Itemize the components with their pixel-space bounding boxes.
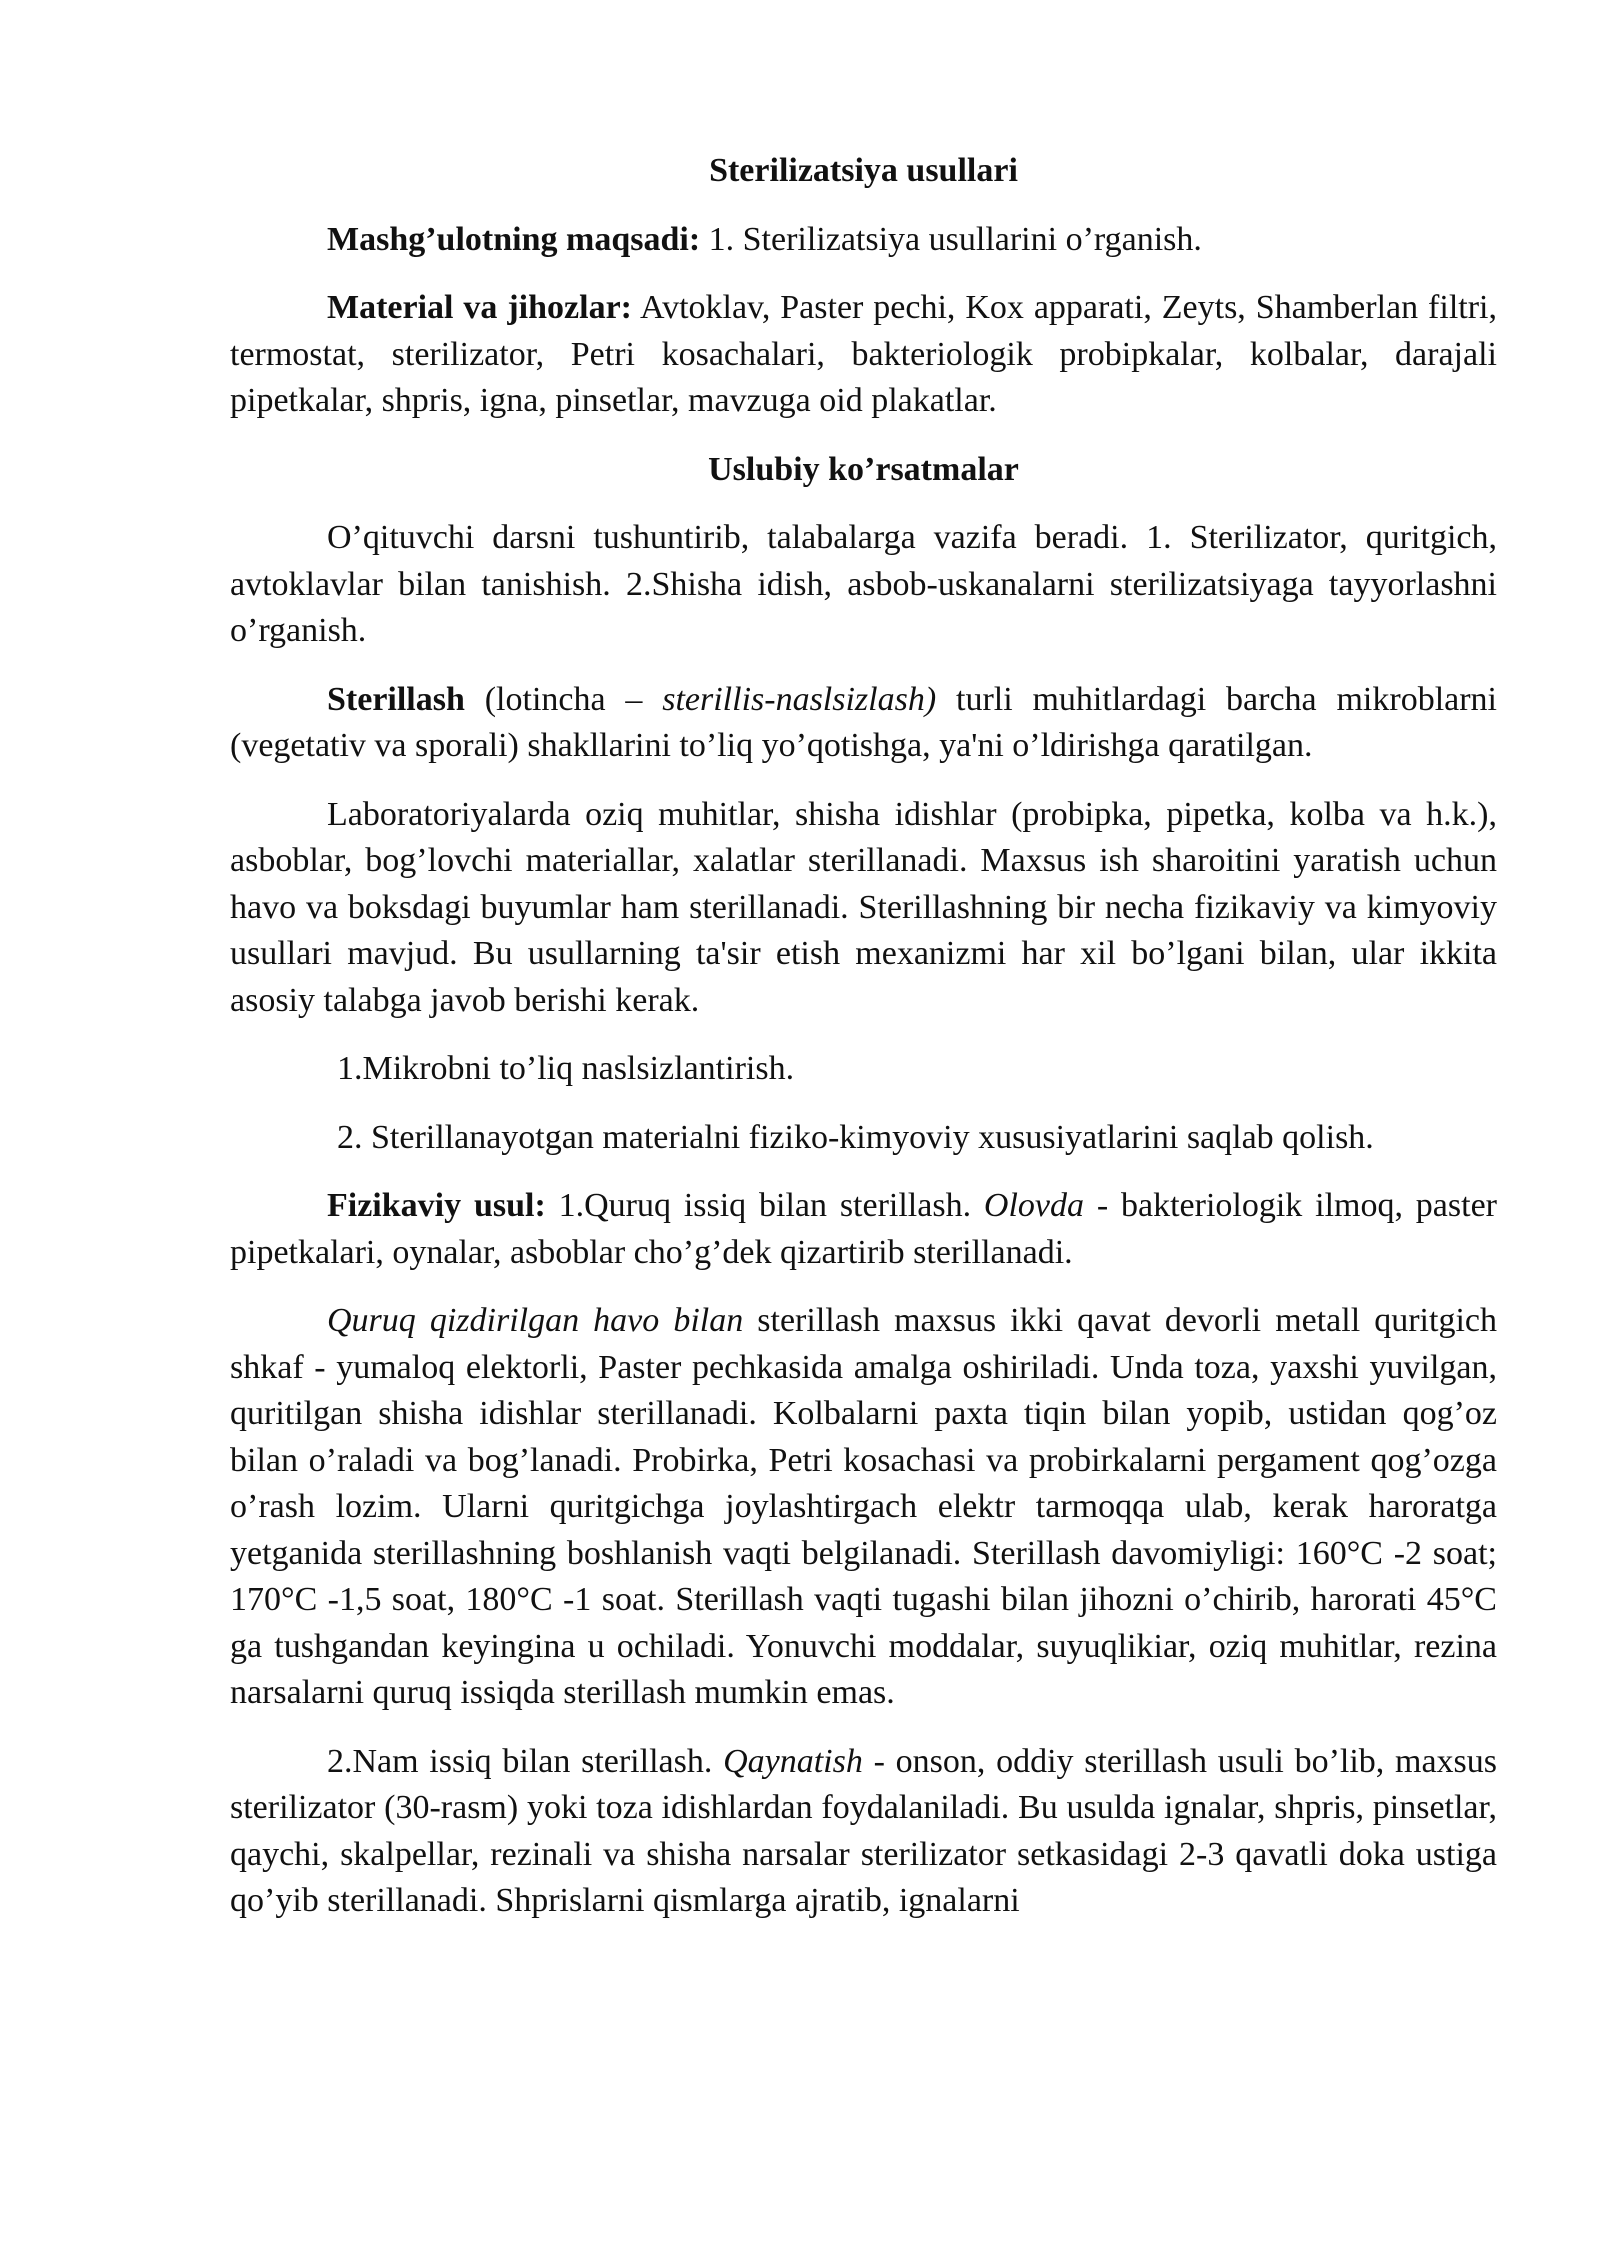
sterillash-paren: (lotincha – [464, 680, 663, 718]
materials-label: Material va jihozlar: [327, 289, 632, 326]
sterillash-latin: sterillis-naslsizlash) [662, 680, 937, 718]
requirement-2: 2. Sterillanayotgan materialni fiziko-kimyoviy xususiyatlarini saqlab qolish. [337, 1118, 1374, 1156]
wet-heat-text-2: - onson, oddiy sterillash usuli bo’lib, maxsus sterilizator (30-rasm) yoki toza idishlardan foydalaniladi. Bu usulda ignalar, shpris, pinsetlar, qaychi, skalpellar, rezinali va shisha narsalar sterilizator setkasidagi 2-3 qavatli doka ustiga qo’yib sterillanadi. Shprislarni qismlarga ajratib, ignalarni [230, 1742, 1498, 1919]
dry-air-text: sterillash maxsus ikki qavat devorli metall quritgich shkaf - yumaloq elektorli, Paster pechkasida amalga oshiriladi. Unda toza, yaxshi yuvilgan, quritilgan shisha idishlar sterillanadi. Kolbalarni paxta tiqin bilan yopib, ustidan qog’oz bilan o’raladi va bog’lanadi. Probirka, Petri kosachasi va probirkalarni pergament qog’ozga o’rash lozim. Ularni quritgichga joylashtirgach elektr tarmoqqa ulab, kerak haroratga yetganida sterillashning boshlanish vaqti belgilanadi. Sterillash davomiyligi: 160°C -2 soat; 170°C -1,5 soat, 180°C -1 soat. Sterillash vaqti tugashi bilan jihozni o’chirib, harorati 45°C ga tushgandan keyingina u ochiladi. Yonuvchi moddalar, suyuqlikiar, oziq muhitlar, rezina narsalarni quruq issiqda sterillash mumkin emas. [230, 1302, 1497, 1711]
sterillash-term: Sterillash [327, 680, 465, 718]
physical-method-label: Fizikaviy usul: [327, 1187, 546, 1224]
materials-text: Avtoklav, Paster pechi, Kox apparati, Zeyts, Shamberlan filtri, termostat, sterilizator, Petri kosachalari, bakteriologik probipkalar, kolbalar, darajali pipetkalar, shpris, igna, pinsetlar, mavzuga oid plakatlar. [230, 289, 1497, 419]
physical-method-paragraph [230, 1183, 1497, 1276]
page-title: Sterilizatsiya usullari [709, 152, 1018, 189]
materials-paragraph [230, 285, 1497, 425]
goal-text: 1. Sterilizatsiya usullarini o’rganish. [700, 220, 1202, 258]
dry-air-lead: Quruq qizdirilgan havo bilan [327, 1302, 744, 1339]
laboratory-paragraph: Laboratoriyalarda oziq muhitlar, shisha idishlar (probipka, pipetka, kolba va h.k.), asboblar, bog’lovchi materiallar, xalatlar sterillanadi. Maxsus ish sharoitini yaratish uchun havo va boksdagi buyumlar ham sterillanadi. Sterillashning bir necha fizikaviy va kimyoviy usullari mavjud. Bu usullarning ta'sir etish mexanizmi har xil bo’lgani bilan, ular ikkita asosiy talabga javob berishi kerak. [230, 795, 1497, 1019]
wet-heat-text-1: 2.Nam issiq bilan sterillash. [327, 1742, 724, 1780]
goal-paragraph [230, 217, 1497, 264]
requirement-1: 1.Mikrobni to’liq naslsizlantirish. [337, 1050, 795, 1087]
physical-method-olovda: Olovda [983, 1187, 1085, 1224]
goal-label: Mashg’ulotning maqsadi: [327, 220, 701, 258]
sterillash-text: turli muhitlardagi barcha mikroblarni (vegetativ va sporali) shakllarini to’liq yo’qotishga, ya'ni o’ldirishga qaratilgan. [230, 680, 1497, 764]
physical-method-text-1: 1.Quruq issiq bilan sterillash. [545, 1187, 984, 1224]
sterillash-paragraph [230, 677, 1497, 770]
teacher-paragraph: O’qituvchi darsni tushuntirib, talabalarga vazifa beradi. 1. Sterilizator, quritgich, avtoklavlar bilan tanishish. 2.Shisha idish, asbob-uskanalarni sterilizatsiyaga tayyorlashni o’rganish. [230, 519, 1497, 649]
section-subtitle: Uslubiy ko’rsatmalar [708, 450, 1019, 488]
dry-air-paragraph [230, 1298, 1497, 1717]
wet-heat-qaynatish: Qaynatish [723, 1742, 863, 1780]
wet-heat-paragraph [230, 1739, 1497, 1925]
physical-method-text-2: - bakteriologik ilmoq, paster pipetkalari, oynalar, asboblar cho’g’dek qizartirib sterillanadi. [230, 1187, 1497, 1271]
